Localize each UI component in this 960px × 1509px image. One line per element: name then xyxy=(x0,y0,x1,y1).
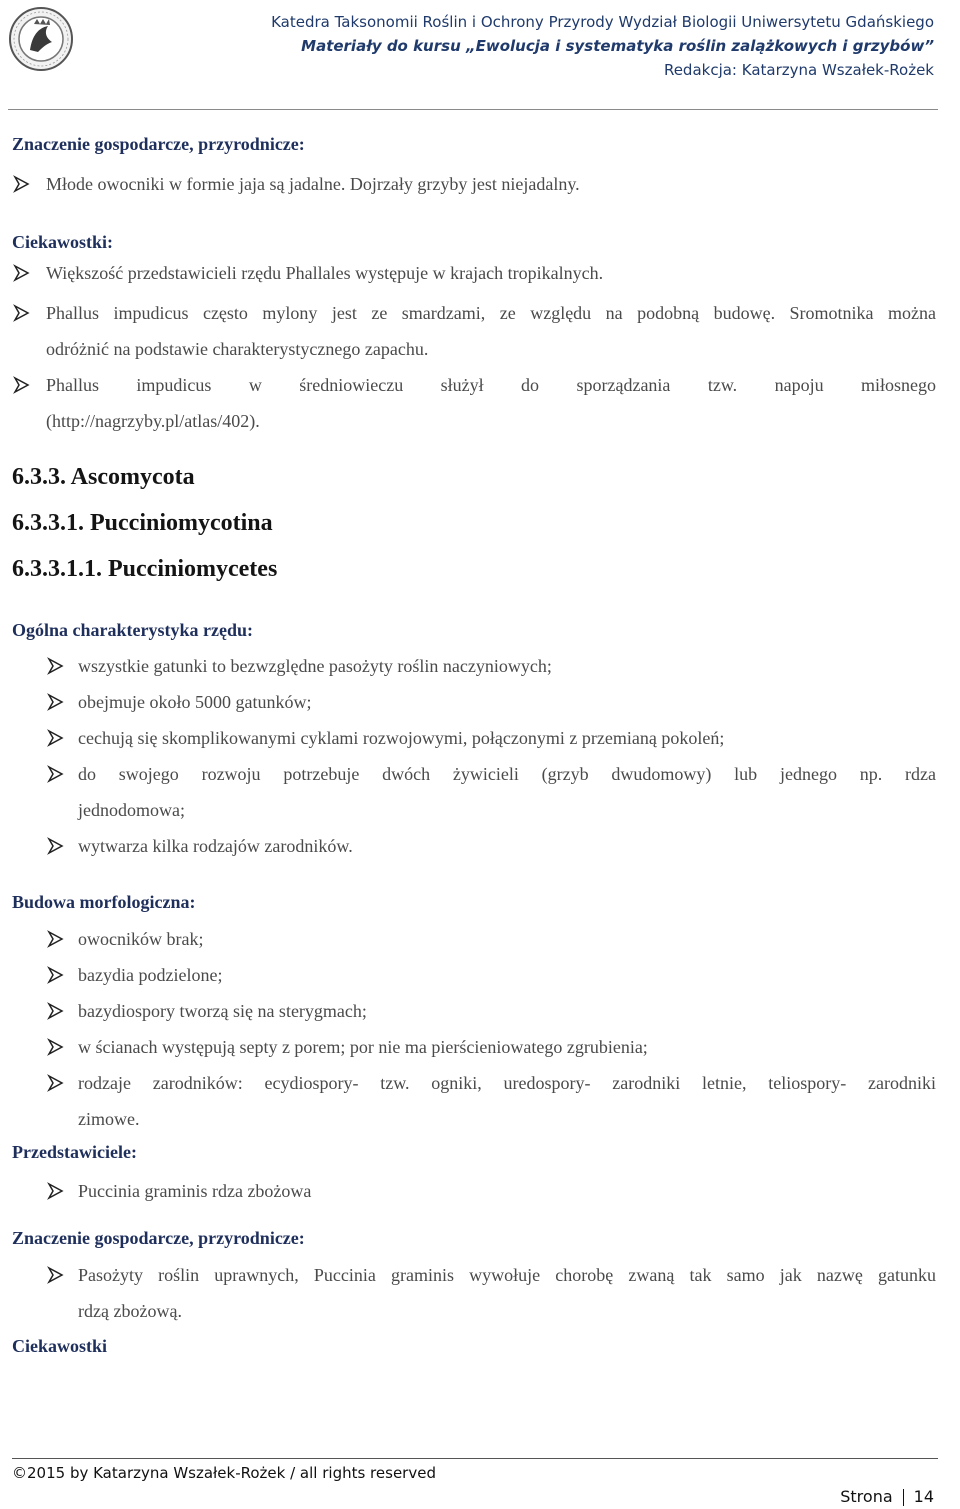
header-institution: Katedra Taksonomii Roślin i Ochrony Przyrody Wydział Biologii Uniwersytetu Gdańskiego xyxy=(271,13,934,31)
arrow-bullet-icon xyxy=(46,957,66,993)
list-item: cechują się skomplikowanymi cyklami rozwojowymi, połączonymi z przemianą pokoleń; xyxy=(78,720,936,756)
arrow-bullet-icon xyxy=(12,295,32,331)
list-item: rodzaje zarodników: ecydiospory- tzw. ogniki, uredospory- zarodniki letnie, teliospory- zarodniki zimowe. xyxy=(78,1065,936,1137)
list-item: do swojego rozwoju potrzebuje dwóch żywicieli (grzyb dwudomowy) lub jednego np. rdza jednodomowa; xyxy=(78,756,936,828)
header-text xyxy=(271,10,934,82)
arrow-bullet-icon xyxy=(46,993,66,1029)
header-course: Materiały do kursu „Ewolucja i systematyka roślin zalążkowych i grzybów” xyxy=(301,37,934,55)
page-separator xyxy=(903,1489,904,1506)
arrow-bullet-icon xyxy=(46,684,66,720)
arrow-bullet-icon xyxy=(46,720,66,756)
list-item: w ścianach występują septy z porem; por nie ma pierścieniowatego zgrubienia; xyxy=(78,1029,936,1065)
arrow-bullet-icon xyxy=(46,1065,66,1101)
list-item: owocników brak; xyxy=(78,921,936,957)
arrow-bullet-icon xyxy=(12,367,32,403)
list-item: Puccinia graminis rdza zbożowa xyxy=(78,1173,936,1209)
list-item: Phallus impudicus w średniowieczu służył do sporządzania tzw. napoju miłosnego (http://nagrzyby.pl/atlas/402). xyxy=(46,367,936,439)
arrow-bullet-icon xyxy=(46,756,66,792)
list-item: bazydia podzielone; xyxy=(78,957,936,993)
arrow-bullet-icon xyxy=(12,166,32,202)
section-heading-characteristics: Ogólna charakterystyka rzędu: xyxy=(12,620,253,640)
header-divider xyxy=(8,109,938,110)
list-item: bazydiospory tworzą się na sterygmach; xyxy=(78,993,936,1029)
section-heading-curiosities-2: Ciekawostki xyxy=(12,1336,108,1356)
arrow-bullet-icon xyxy=(46,828,66,864)
section-heading-representatives: Przedstawiciele: xyxy=(12,1142,137,1162)
section-heading-economic-2: Znaczenie gospodarcze, przyrodnicze: xyxy=(12,1228,305,1248)
header-editor: Redakcja: Katarzyna Wszałek-Rożek xyxy=(663,61,934,79)
arrow-bullet-icon xyxy=(46,921,66,957)
section-title-pucciniomycetes: 6.3.3.1.1. Pucciniomycetes xyxy=(12,556,278,582)
section-heading-morphology: Budowa morfologiczna: xyxy=(12,892,196,912)
page-header xyxy=(0,0,960,112)
list-item: Phallus impudicus często mylony jest ze smardzami, ze względu na podobną budowę. Sromotnika można odróżnić na podstawie charakterystycznego zapachu. xyxy=(46,295,936,367)
page-number-value: 14 xyxy=(913,1487,934,1506)
section-title-pucciniomycotina: 6.3.3.1. Pucciniomycotina xyxy=(12,510,273,536)
page-number xyxy=(840,1487,934,1506)
section-heading-economic: Znaczenie gospodarcze, przyrodnicze: xyxy=(12,134,305,154)
footer-copyright: ©2015 by Katarzyna Wszałek-Rożek / all rights reserved xyxy=(12,1464,436,1482)
section-heading-curiosities: Ciekawostki: xyxy=(12,232,114,252)
footer-divider xyxy=(12,1458,938,1459)
list-item: wszystkie gatunki to bezwzględne pasożyty roślin naczyniowych; xyxy=(78,648,936,684)
list-item: obejmuje około 5000 gatunków; xyxy=(78,684,936,720)
arrow-bullet-icon xyxy=(46,1029,66,1065)
arrow-bullet-icon xyxy=(46,1173,66,1209)
list-item: Młode owocniki w formie jaja są jadalne. Dojrzały grzyby jest niejadalny. xyxy=(46,166,936,202)
arrow-bullet-icon xyxy=(46,1257,66,1293)
section-title-ascomycota: 6.3.3. Ascomycota xyxy=(12,464,195,490)
list-item: Pasożyty roślin uprawnych, Puccinia graminis wywołuje chorobę zwaną tak samo jak nazwę gatunku rdzą zbożową. xyxy=(78,1257,936,1329)
arrow-bullet-icon xyxy=(12,255,32,291)
list-item: Większość przedstawicieli rzędu Phallales występuje w krajach tropikalnych. xyxy=(46,255,936,291)
university-seal-logo xyxy=(8,6,74,72)
arrow-bullet-icon xyxy=(46,648,66,684)
page-label: Strona xyxy=(840,1487,893,1506)
list-item: wytwarza kilka rodzajów zarodników. xyxy=(78,828,936,864)
